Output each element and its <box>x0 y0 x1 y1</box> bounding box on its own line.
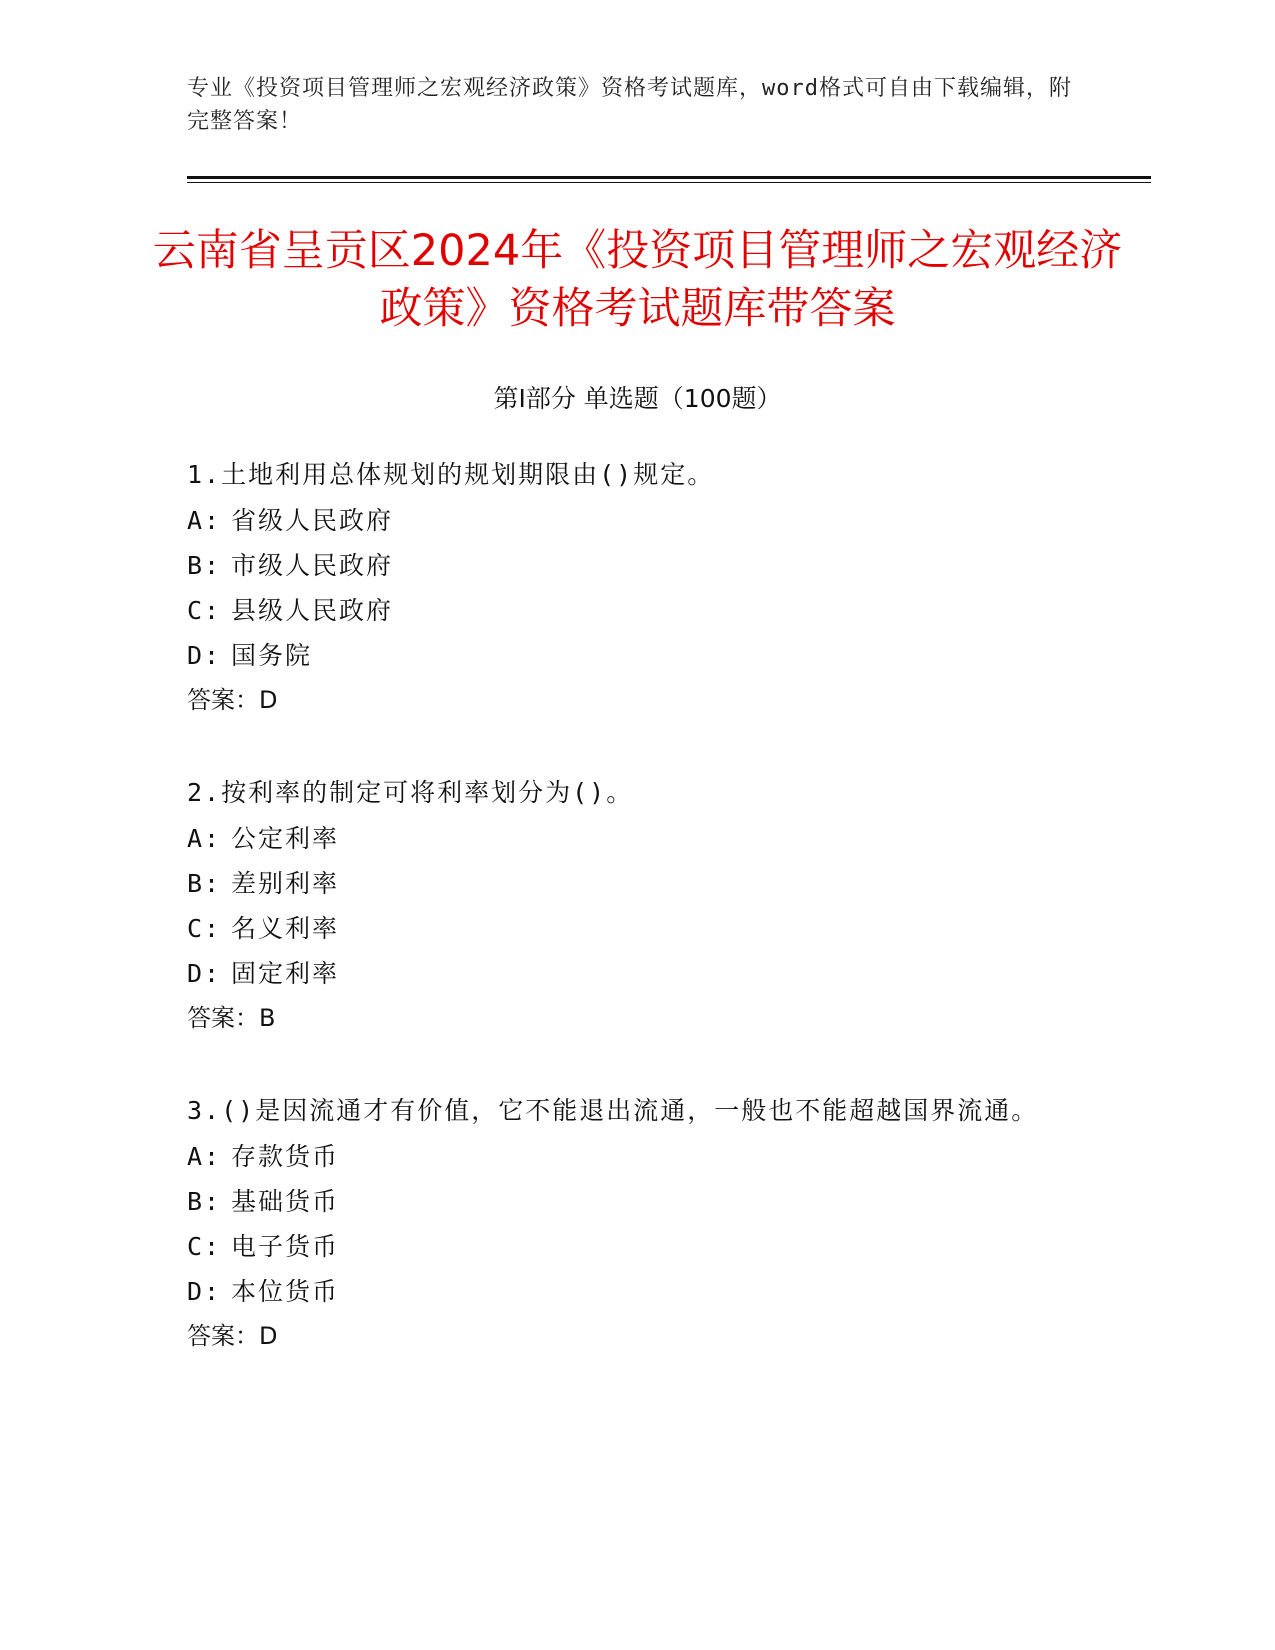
option-b <box>187 543 1067 588</box>
option-letter: B: <box>187 551 222 580</box>
document-title: 云南省呈贡区2024年《投资项目管理师之宏观经济政策》资格考试题库带答案 <box>152 226 1123 334</box>
option-letter: A: <box>187 506 222 535</box>
option-text: 本位货币 <box>231 1277 340 1306</box>
option-letter: D: <box>187 641 222 670</box>
question-stem: 3.()是因流通才有价值，它不能退出流通，一般也不能超越国界流通。 <box>187 1096 1039 1125</box>
option-d <box>187 951 1067 996</box>
option-letter: B: <box>187 869 222 898</box>
option-letter: D: <box>187 959 222 988</box>
option-text: 差别利率 <box>231 869 340 898</box>
option-text: 名义利率 <box>231 914 340 943</box>
option-d <box>187 1269 1067 1314</box>
question-stem: 2.按利率的制定可将利率划分为()。 <box>187 778 634 807</box>
option-letter: C: <box>187 1232 222 1261</box>
option-a <box>187 1134 1067 1179</box>
option-text: 国务院 <box>231 641 313 670</box>
option-letter: C: <box>187 596 222 625</box>
option-b <box>187 861 1067 906</box>
question-3 <box>187 1088 1067 1359</box>
option-c <box>187 588 1067 633</box>
answer-line: 答案：D <box>187 1322 278 1350</box>
header-note: 专业《投资项目管理师之宏观经济政策》资格考试题库，word格式可自由下载编辑，附完整答案！ <box>187 76 1072 134</box>
option-letter: C: <box>187 914 222 943</box>
question-1 <box>187 452 1067 723</box>
option-text: 县级人民政府 <box>231 596 394 625</box>
option-c <box>187 906 1067 951</box>
section-heading: 第Ⅰ部分 单选题（100题） <box>493 384 782 413</box>
option-c <box>187 1224 1067 1269</box>
header-rule-thin <box>187 182 1151 183</box>
option-d <box>187 633 1067 678</box>
option-a <box>187 498 1067 543</box>
option-letter: B: <box>187 1187 222 1216</box>
option-a <box>187 816 1067 861</box>
answer-line: 答案：D <box>187 686 278 714</box>
option-text: 省级人民政府 <box>231 506 394 535</box>
option-letter: A: <box>187 824 222 853</box>
option-text: 电子货币 <box>231 1232 340 1261</box>
header-rule-thick <box>187 176 1151 179</box>
option-letter: A: <box>187 1142 222 1171</box>
option-b <box>187 1179 1067 1224</box>
option-text: 公定利率 <box>231 824 340 853</box>
option-text: 市级人民政府 <box>231 551 394 580</box>
question-2 <box>187 770 1067 1041</box>
option-text: 基础货币 <box>231 1187 340 1216</box>
option-letter: D: <box>187 1277 222 1306</box>
option-text: 固定利率 <box>231 959 340 988</box>
option-text: 存款货币 <box>231 1142 340 1171</box>
answer-line: 答案：B <box>187 1004 276 1032</box>
question-stem: 1.土地利用总体规划的规划期限由()规定。 <box>187 460 715 489</box>
